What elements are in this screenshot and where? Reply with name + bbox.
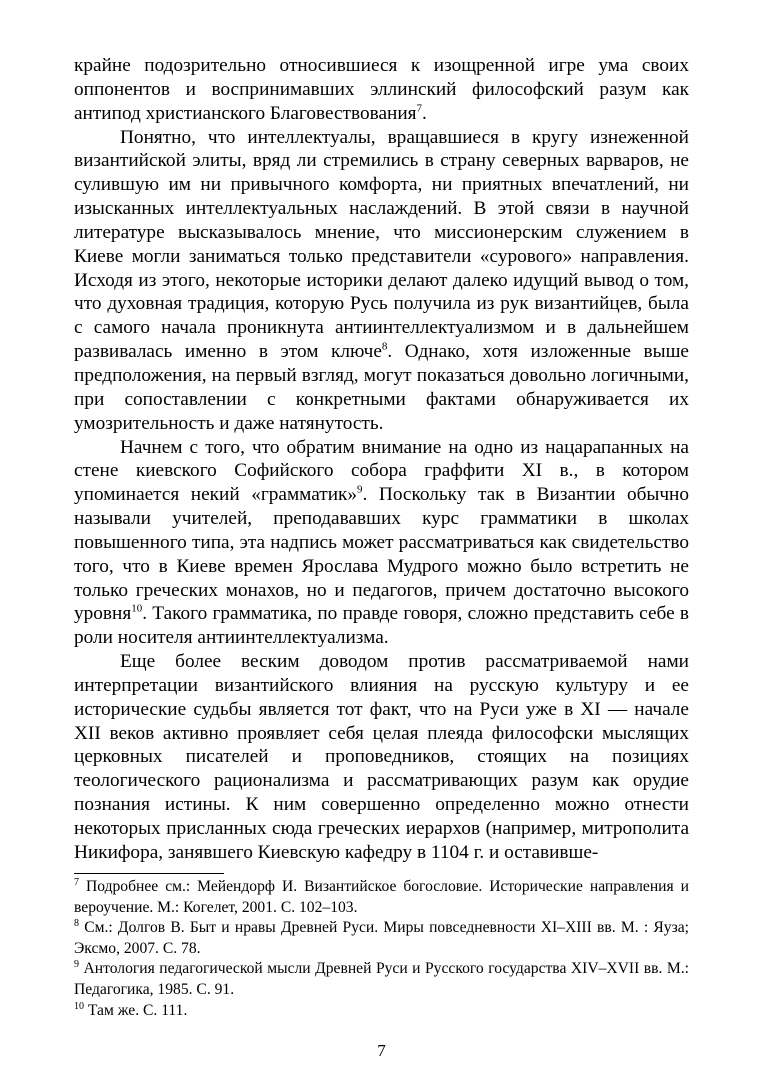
footnotes — [74, 877, 689, 1021]
footnote-9 — [74, 959, 689, 1000]
footnote-text: Антология педагогической мысли Древней Руси и Русского государства XIV–XVII вв. М.: Педагогика, 1985. С. 91. — [74, 960, 689, 998]
footnote-7 — [74, 877, 689, 918]
paragraph-text: . Поскольку так в Византии обычно называли учителей, преподававших курс грамматики в школах повышенного типа, эта надпись может рассматриваться как свидетельство того, что в Киеве времен Ярослава Мудрого можно было встретить не только греческих монахов, но и педагогов, причем достаточно высокого уровня — [74, 484, 689, 625]
footnote-ref-7[interactable]: 7 — [416, 102, 423, 115]
paragraph-4 — [74, 650, 689, 865]
paragraph-text: . — [422, 102, 427, 124]
page-number: 7 — [377, 1041, 386, 1060]
paragraph-text: Начнем с того, что обратим внимание на одно из нацарапанных на стене киевского Софийского собора граффити XI в., в котором упоминается некий «грамматик» — [74, 436, 689, 506]
footnote-text: Там же. С. 111. — [87, 1001, 188, 1019]
paragraph-text: крайне подозрительно относившиеся к изощренной игре ума своих оппонентов и воспринимавших эллинский философский разум как антипод христианского Благовествования — [74, 55, 689, 124]
footnote-separator — [74, 873, 224, 874]
footnote-number: 10 — [74, 1000, 84, 1012]
footnote-number: 8 — [74, 918, 79, 929]
paragraph-text: Понятно, что интеллектуалы, вращавшиеся в кругу изнеженной византийской элиты, вряд ли стремились в страну северных варваров, не сулившую им ни привычного комфорта, ни приятных впечатлений, ни изысканных интеллектуальных наслаждений. В этой связи в научной литературе высказывалось мнение, что миссионерским служением в Киеве могли заниматься только представители «сурового» направления. Исходя из этого, некоторые историки делают далеко идущий вывод о том, что духовная традиция, которую Русь получила из рук византийцев, была с самого начала проникнута антиинтеллектуализмом и в дальнейшем развивалась именно в этом ключе — [74, 126, 689, 363]
footnote-ref-8[interactable]: 8 — [381, 340, 388, 353]
paragraph-text: Еще более веским доводом против рассматриваемой нами интерпретации византийского влияния на русскую культуру и ее исторические судьбы является тот факт, что на Руси уже в XI — начале XII веков активно проявляет себя целая плеяда философски мыслящих церковных писателей и проповедников, стоящих на позициях теологического рационализма и рассматривающих разум как орудие познания истины. К ним совершенно определенно можно отнести некоторых присланных сюда греческих иерархов (например, митрополита Никифора, занявшего Киевскую кафедру в 1104 г. и оставивше- — [74, 651, 689, 863]
paragraph-text: . Однако, хотя изложенные выше предположения, на первый взгляд, могут показаться довольно логичными, при сопоставлении с конкретными фактами обнаруживается их умозрительность и даже натянутость. — [74, 341, 689, 434]
footnote-10 — [74, 1001, 689, 1022]
footnote-ref-10[interactable]: 10 — [131, 602, 143, 615]
footnote-text: См.: Долгов В. Быт и нравы Древней Руси. Миры повседневности XI–XIII вв. М. : Яуза; Эксмо, 2007. С. 78. — [74, 919, 689, 957]
footnote-8 — [74, 918, 689, 959]
paragraph-3 — [74, 436, 689, 651]
footnote-ref-9[interactable]: 9 — [357, 483, 363, 496]
paragraph-2 — [74, 126, 689, 436]
main-text — [74, 54, 689, 865]
footnote-text: Подробнее см.: Мейендорф И. Византийское богословие. Исторические направления и вероучение. М.: Когелет, 2001. С. 102–103. — [74, 878, 689, 916]
footnote-number: 7 — [74, 876, 79, 888]
paragraph-1 — [74, 54, 689, 126]
footnote-number: 9 — [74, 959, 79, 971]
paragraph-text: . Такого грамматика, по правде говоря, сложно представить себе в роли носителя антиинтеллектуализма. — [74, 603, 689, 649]
